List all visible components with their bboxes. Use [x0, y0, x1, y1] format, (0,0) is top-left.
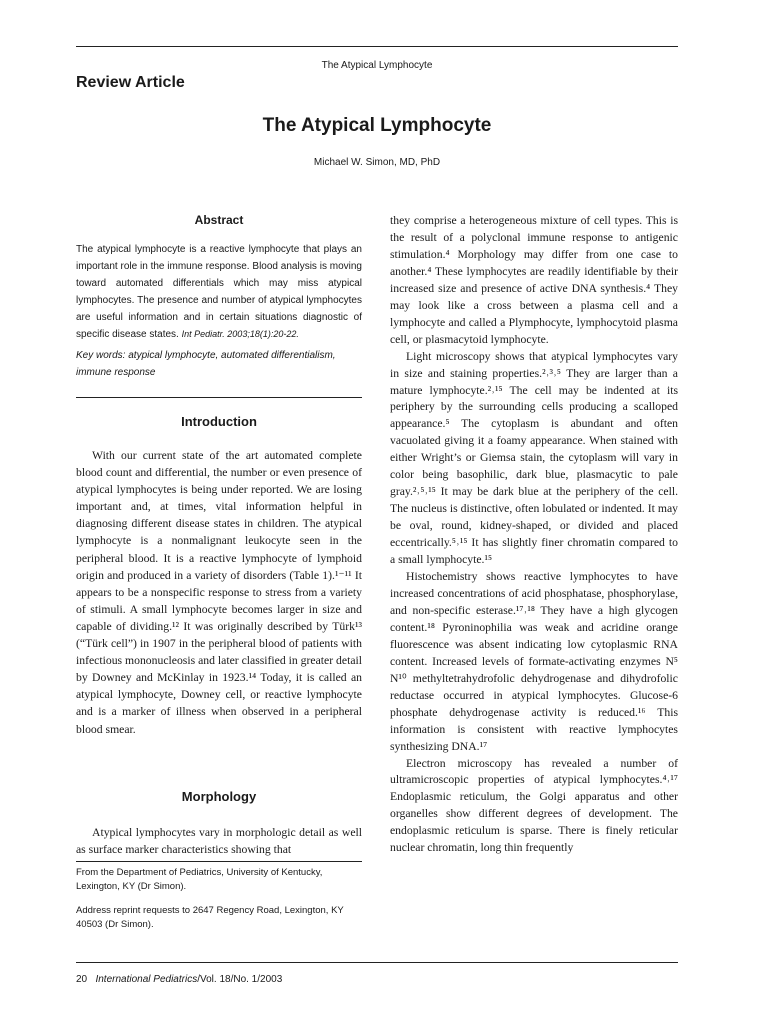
morphology-heading: Morphology — [181, 789, 257, 804]
introduction-heading: Introduction — [181, 414, 257, 429]
abstract-heading: Abstract — [194, 213, 244, 227]
abstract-divider — [76, 397, 362, 398]
paragraph-electron-microscopy: Electron microscopy has revealed a number of ultramicroscopic properties of atypical lymphocytes.⁴˒¹⁷ Endoplasmic reticulum, the Golgi apparatus and other organelles show different degrees of development. The endoplasmic reticulum is sparse. There is finely reticular nuclear chromatin, long thin frequently — [390, 756, 678, 855]
running-title: The Atypical Lymphocyte — [321, 60, 433, 71]
journal-name: International Pediatrics — [95, 974, 198, 985]
footnote-affiliation: From the Department of Pediatrics, University of Kentucky, Lexington, KY (Dr Simon). — [76, 867, 323, 892]
right-column — [390, 213, 678, 857]
abstract-text: The atypical lymphocyte is a reactive lymphocyte that plays an important role in the immune response. Blood analysis is moving toward automated differentials which may miss atypical lymphocytes. The presence and number of atypical lymphocytes are useful information and in certain situations diagnostic of specific disease states. — [76, 244, 362, 340]
paragraph-cell-types: they comprise a heterogeneous mixture of cell types. This is the result of a polyclonal immune response to antigenic stimulation.⁴ Morphology may differ from one case to another.⁴ These lymphocytes are readily identifiable by their increased size and presence of active DNA synthesis.⁴ They may look like a cross between a plasma cell and a lymphocyte and called a Plymphocyte, lymphocytoid plasma cell, or plasmacytoid lymphocyte. — [390, 214, 678, 346]
article-author: Michael W. Simon, MD, PhD — [313, 157, 441, 168]
paragraph-histochemistry: Histochemistry shows reactive lymphocytes to have increased concentrations of acid phosphatase, phosphorylase, and non-specific esterase.¹⁷˒¹⁸ They have a high glycogen content.¹⁸ Pyroninophilia was weak and acridine orange fluorescence was absent indicating low cytoplasmic RNA content. Increased levels of formate-activating enzymes N⁵ N¹⁰ methyltetrahydrofolic dehydrogenase and dihydrofolic reductase occurred in atypical lymphocytes. Glucose-6 phosphate dehydrogenase activity is reduced.¹⁶ This information is consistent with reactive lymphocytes synthesizing DNA.¹⁷ — [390, 570, 678, 753]
section-label: Review Article — [76, 74, 185, 91]
morphology-text: Atypical lymphocytes vary in morphologic detail as well as surface marker characteristics showing that — [76, 826, 362, 857]
abstract-citation: Int Pediatr. 2003;18(1):20-22. — [181, 329, 299, 339]
abstract-body — [76, 241, 362, 343]
page-footer — [76, 974, 282, 985]
journal-issue: /Vol. 18/No. 1/2003 — [197, 974, 283, 985]
page-number: 20 — [76, 974, 88, 985]
article-title: The Atypical Lymphocyte — [262, 115, 492, 136]
footnote-divider — [76, 861, 362, 862]
keywords: Key words: atypical lymphocyte, automated differentialism, immune response — [76, 350, 336, 378]
introduction-text: With our current state of the art automated complete blood count and differential, the number or even presence of atypical lymphocytes is being under reported. We are losing important and, at times, vital information helpful in diagnosing different disease states in children. The atypical lymphocyte is a nonmalignant leukocyte seen in the peripheral blood. It is a reactive lymphocyte of lymphoid origin and produced in a variety of disorders (Table 1).¹⁻¹¹ It appears to be a nonspecific response to stress from a variety of stimuli. A small lymphocyte becomes larger in size and capable of dividing.¹² It was originally described by Türk¹³ (“Türk cell”) in 1907 in the peripheral blood of patients with infectious mononucleosis and later classified in greater detail by Downey and McKinlay in 1923.¹⁴ Today, it is called an atypical lymphocyte, Downey cell, or reactive lymphocyte and is a marker of illness when observed in a peripheral blood smear. — [76, 449, 362, 736]
paragraph-light-microscopy: Light microscopy shows that atypical lymphocytes vary in size and staining properties.²˒³˒⁵ They are larger than a mature lymphocyte.²˒¹⁵ The cell may be indented at its periphery by the surrounding cells producing a scalloped appearance.⁵ The cytoplasm is abundant and often vacuolated giving it a foamy appearance. When stained with either Wright’s or Giemsa stain, the cytoplasm will vary in color being basophilic, dark blue, plasmacytic to pale gray.²˒⁵˒¹⁵ It may be dark blue at the periphery of the cell. The nucleus is distinctive, often lobulated or indented. It may be oval, round, kidney-shaped, or divided and placed eccentrically.⁵˒¹⁵ It has slightly finer chromatin compared to a small lymphocyte.¹⁵ — [390, 349, 678, 567]
footnote-reprints: Address reprint requests to 2647 Regency Road, Lexington, KY 40503 (Dr Simon). — [76, 905, 344, 930]
top-rule — [76, 46, 678, 47]
bottom-rule — [76, 962, 678, 963]
